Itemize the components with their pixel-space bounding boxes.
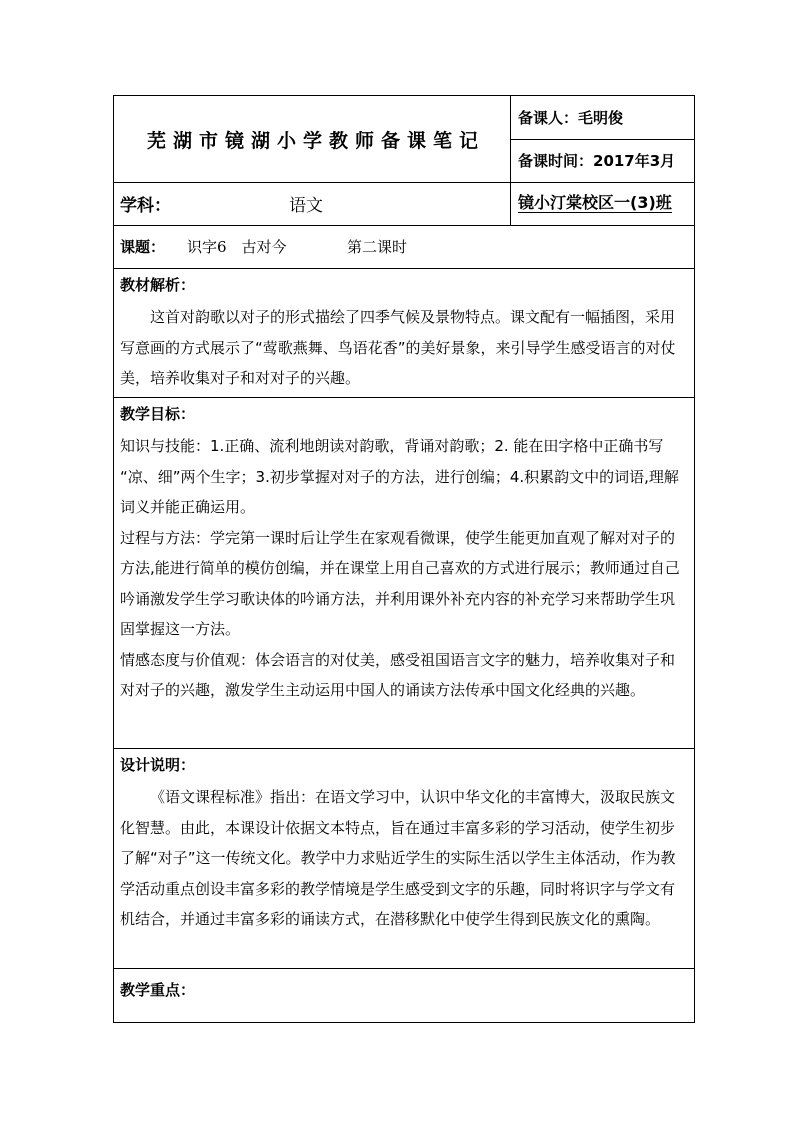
objective-knowledge: 知识与技能：1.正确、流利地朗读对韵歌，背诵对韵歌；2. 能在田字格中正确书写 “凉、细”两个生字；3.初步掌握对对子的方法，进行创编；4.积累韵文中的词语,理解词义并能正确运用。 (120, 437, 679, 516)
design-body (120, 782, 686, 935)
lesson-period: 第二课时 (347, 238, 408, 256)
key-points-heading: 教学重点： (120, 981, 196, 999)
preparer-field (518, 96, 694, 139)
subject-label (120, 182, 240, 225)
design-heading: 设计说明： (120, 756, 196, 774)
lesson-row (120, 225, 690, 268)
objective-process: 过程与方法：学完第一课时后让学生在家观看微课，使学生能更加直观了解对对子的方法,能进行简单的模仿创编，并在课堂上用自己喜欢的方式进行展示；教师通过自己吟诵激发学生学习歌诀体的吟诵方法，并利用课外补充内容的补充学习来帮助学生巩固掌握这一方法。 (120, 528, 680, 638)
objective-emotion: 情感态度与价值观：体会语言的对仗美，感受祖国语言文字的魅力，培养收集对子和对对子的兴趣，激发学生主动运用中国人的诵读方法传承中国文化经典的兴趣。 (120, 650, 676, 699)
subject-label-text: 学科： (120, 196, 171, 216)
page-title (114, 96, 510, 182)
column-divider (510, 96, 511, 225)
subject-value (289, 182, 409, 225)
prep-time-field (518, 139, 694, 182)
class-name (518, 182, 694, 225)
key-points-section (120, 968, 686, 1022)
objectives-section (120, 397, 686, 748)
material-analysis-section (120, 268, 686, 397)
material-analysis-body (120, 302, 686, 394)
lesson-label: 课题： (120, 238, 166, 256)
material-analysis-heading: 教材解析： (120, 276, 196, 294)
objectives-heading: 教学目标： (120, 405, 196, 423)
design-section (120, 748, 686, 968)
class-name-text: 镜小汀棠校区一(3)班 (518, 193, 672, 212)
page-title-text: 芜湖市镜湖小学教师备课笔记 (146, 129, 485, 152)
preparer-text: 备课人：毛明俊 (518, 109, 624, 127)
prep-time-text: 备课时间：2017年3月 (518, 152, 676, 170)
lesson-title: 识字6 古对今 (187, 238, 287, 256)
objectives-body (120, 431, 686, 706)
lesson-plan-table (113, 95, 695, 1023)
design-text: 《语文课程标准》指出：在语文学习中，认识中华文化的丰富博大，汲取民族文化智慧。由此，本课设计依据文本特点，旨在通过丰富多彩的学习活动，使学生初步了解“对子”这一传统文化。教学中力求贴近学生的实际生活以学生主体活动，作为教学活动重点创设丰富多彩的教学情境是学生感受到文字的乐趣，同时将识字与学文有机结合，并通过丰富多彩的诵读方式，在潜移默化中使学生得到民族文化的熏陶。 (120, 788, 676, 928)
subject-value-text: 语文 (289, 196, 323, 216)
material-analysis-text: 这首对韵歌以对子的形式描绘了四季气候及景物特点。课文配有一幅插图，采用写意画的方式展示了“莺歌燕舞、鸟语花香”的美好景象，来引导学生感受语言的对仗美，培养收集对子和对对子的兴趣。 (120, 308, 676, 387)
